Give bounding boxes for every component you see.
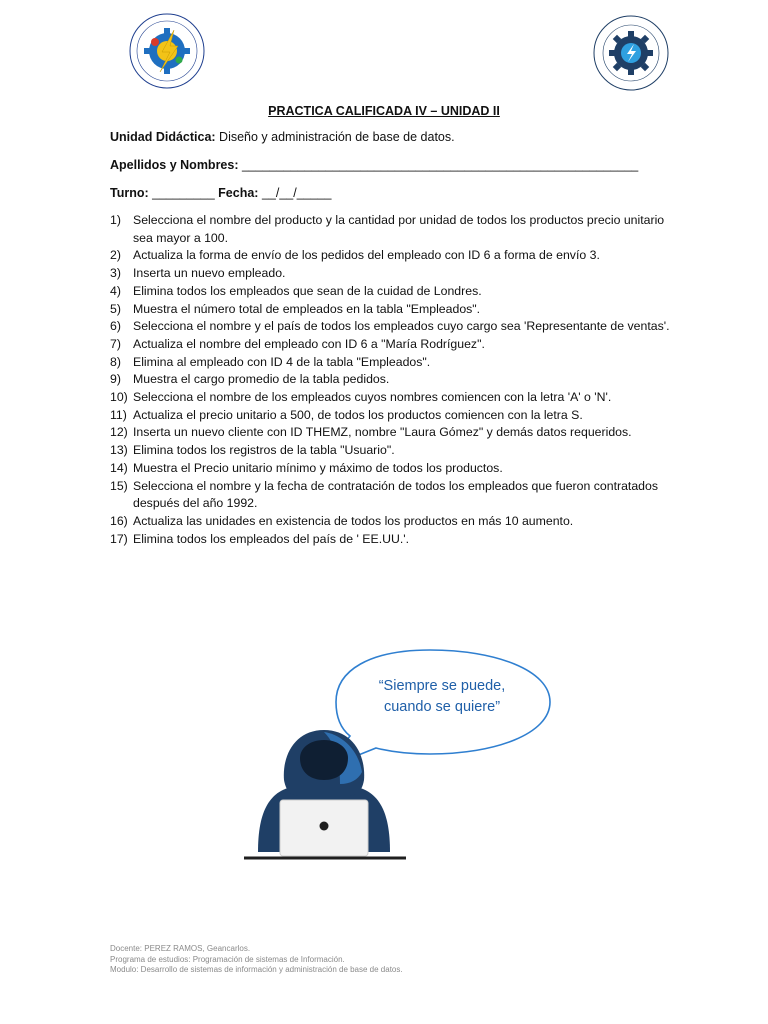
sistemas-informacion-logo [592,14,670,92]
list-item [110,301,670,319]
question-text: Selecciona el nombre del producto y la cantidad por unidad de todos los productos precio unitario sea mayor a 100. [133,213,665,245]
fecha-blank: __/__/_____ [258,186,332,200]
unidad-didactica-value: Diseño y administración de base de datos. [215,130,455,144]
question-number: 2) [110,248,121,263]
list-item [110,424,670,442]
question-number: 13) [110,443,128,458]
question-number: 4) [110,283,121,298]
question-text: Selecciona el nombre y el país de todos los empleados cuyo cargo sea 'Representante de ventas'. [133,319,670,334]
question-text: Elimina todos los registros de la tabla "Usuario". [133,443,395,458]
list-item [110,336,670,354]
gear-bolt-logo-icon [592,14,670,92]
question-number: 11) [110,407,127,422]
speech-bubble-illustration [240,640,560,870]
question-text: Actualiza el nombre del empleado con ID 6 a "María Rodríguez". [133,336,485,351]
question-text: Actualiza las unidades en existencia de todos los productos en más 10 aumento. [133,513,574,528]
list-item [110,531,670,549]
turno-fecha-field [110,186,331,200]
question-text: Selecciona el nombre y la fecha de contratación de todos los empleados que fueron contratados después del año 1992. [133,478,659,511]
list-item [110,460,670,478]
turno-blank: _________ [148,186,219,200]
footer-programa: Programa de estudios: Programación de sistemas de Información. [110,954,345,964]
list-item [110,318,670,336]
questions-list [110,212,670,548]
question-text: Muestra el Precio unitario mínimo y máximo de todos los productos. [133,460,503,475]
footer [110,944,403,976]
question-number: 5) [110,301,121,316]
list-item [110,513,670,531]
question-number: 17) [110,531,128,546]
footer-docente: Docente: PEREZ RAMOS, Geancarlos. [110,944,251,953]
apellidos-nombres-blank: _________________________________________________________ [238,158,639,172]
question-number: 9) [110,372,121,387]
centro-educacion-logo [128,12,206,90]
question-text: Selecciona el nombre de los empleados cuyos nombres comiencen con la letra 'A' o 'N'. [133,390,612,405]
list-item [110,247,670,265]
question-text: Actualiza el precio unitario a 500, de todos los productos comiencen con la letra S. [133,407,583,422]
question-text: Elimina al empleado con ID 4 de la tabla "Empleados". [133,354,431,369]
list-item [110,212,670,247]
list-item [110,265,670,283]
list-item [110,442,670,460]
gear-logo-icon [128,12,206,90]
unidad-didactica-label: Unidad Didáctica: [110,130,216,144]
list-item [110,389,670,407]
list-item [110,407,670,425]
question-text: Elimina todos los empleados del país de ' EE.UU.'. [133,531,410,546]
list-item [110,354,670,372]
question-text: Actualiza la forma de envío de los pedidos del empleado con ID 6 a forma de envío 3. [133,248,600,263]
question-number: 16) [110,513,128,528]
question-text: Muestra el cargo promedio de la tabla pedidos. [133,372,390,387]
list-item [110,371,670,389]
question-number: 12) [110,425,128,440]
list-item [110,478,670,513]
list-item [110,283,670,301]
apellidos-nombres-label: Apellidos y Nombres: [110,158,239,172]
question-text: Muestra el número total de empleados en la tabla "Empleados". [133,301,481,316]
apellidos-nombres-field [110,158,638,172]
question-number: 15) [110,478,128,493]
question-number: 10) [110,390,128,405]
question-number: 14) [110,460,128,475]
turno-label: Turno: [110,186,149,200]
unidad-didactica-field [110,130,455,144]
quote-line-2: cuando se quiere” [383,699,501,715]
question-text: Inserta un nuevo empleado. [133,266,286,281]
question-text: Elimina todos los empleados que sean de la cuidad de Londres. [133,283,482,298]
footer-modulo: Modulo: Desarrollo de sistemas de información y administración de base de datos. [110,965,403,974]
question-number: 6) [110,319,121,334]
question-number: 1) [110,213,121,227]
motivational-quote [352,676,532,718]
quote-line-1: “Siempre se puede, [378,678,506,694]
question-number: 8) [110,354,121,369]
question-number: 7) [110,336,121,351]
fecha-label: Fecha: [218,186,259,200]
question-number: 3) [110,266,121,281]
question-text: Inserta un nuevo cliente con ID THEMZ, nombre "Laura Gómez" y demás datos requeridos. [133,425,632,440]
page-title: PRACTICA CALIFICADA IV – UNIDAD II [268,104,500,118]
